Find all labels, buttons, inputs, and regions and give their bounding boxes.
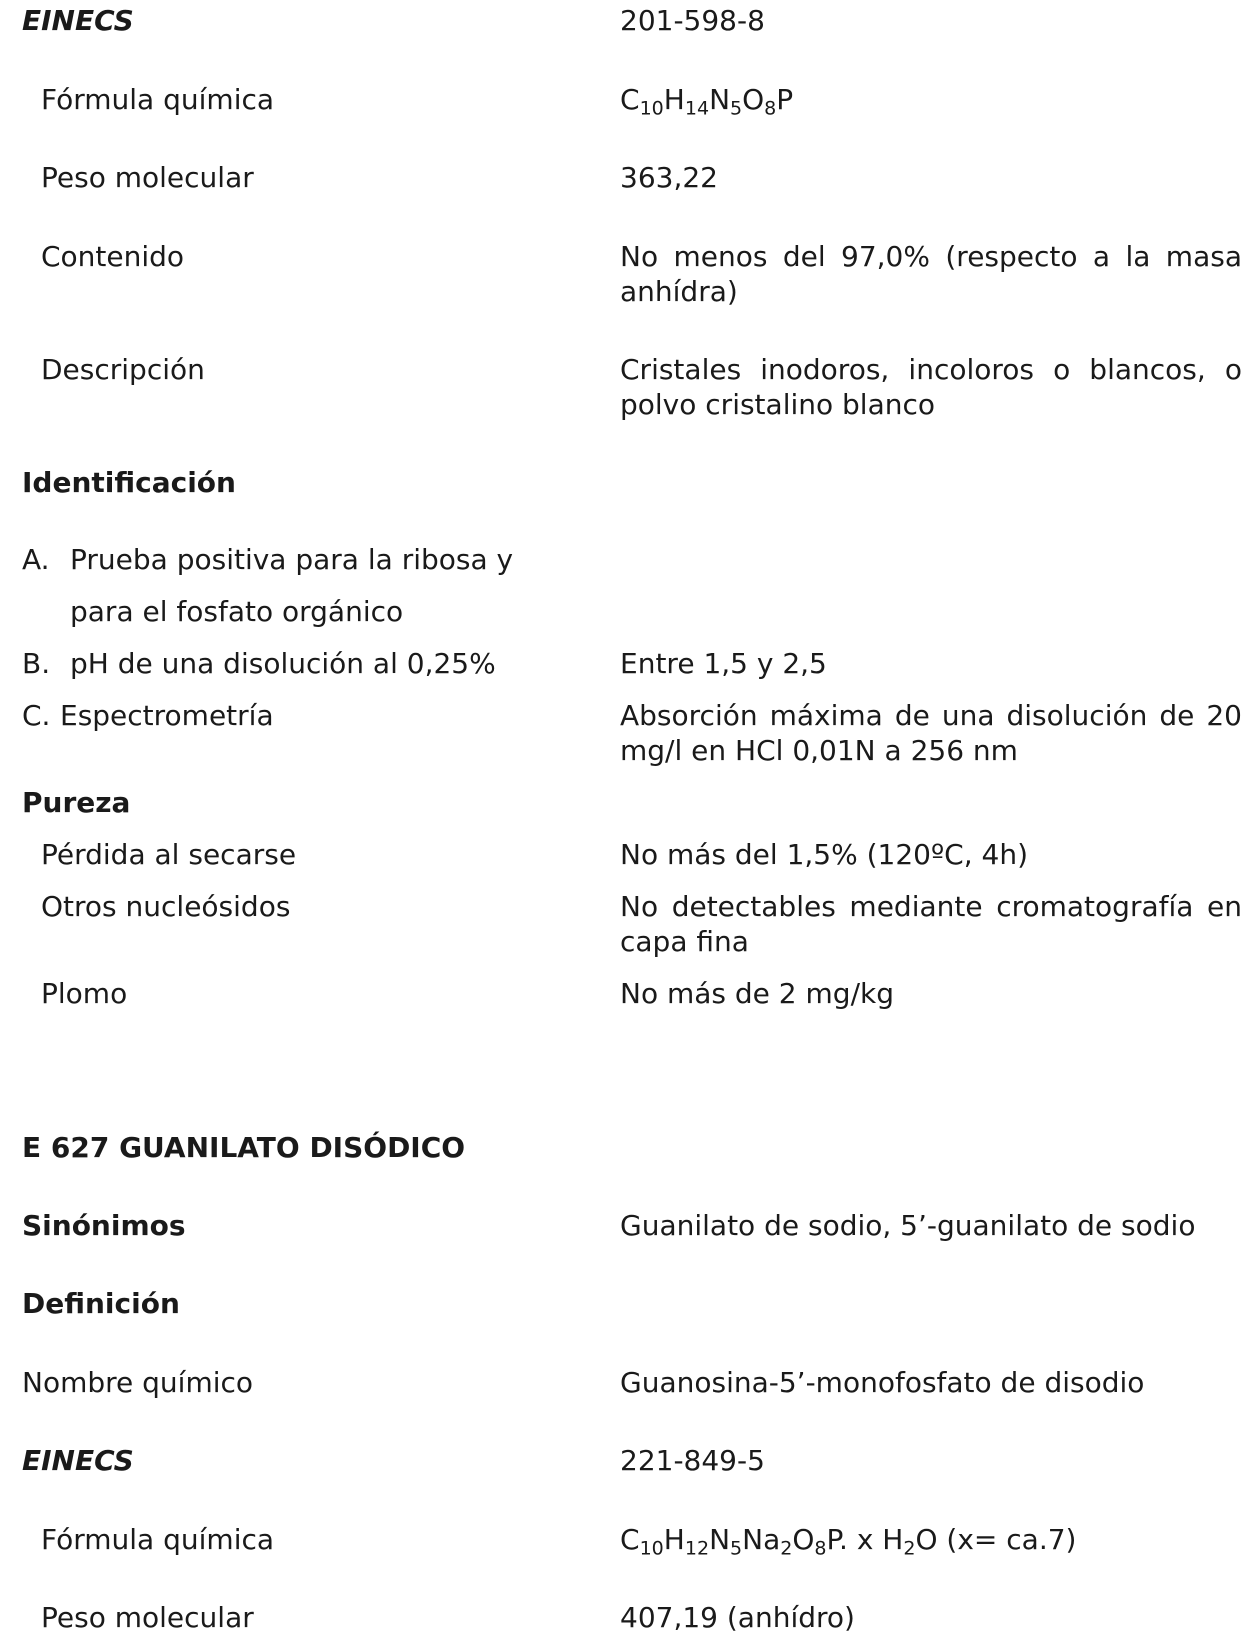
formula-label: Fórmula química <box>41 83 275 116</box>
ident-marker: A. <box>22 543 50 576</box>
einecs-value: 221-849-5 <box>620 1444 765 1477</box>
pureza-value: No detectables mediante cromatografía en capa fina <box>620 890 1242 958</box>
ident-item-a-line2: para el fosfato orgánico <box>70 595 404 628</box>
ident-label: Prueba positiva para la ribosa y <box>70 543 514 576</box>
peso-label: Peso molecular <box>41 161 254 194</box>
nombre-value: Guanosina-5’-monofosfato de disodio <box>620 1366 1145 1399</box>
sinonimos-value: Guanilato de sodio, 5’-guanilato de sodio <box>620 1209 1196 1242</box>
formula-value: $C_{10}H_{12}N_5Na_2O_8P$. x $H_2O$ (x= ca.7) <box>620 1523 1077 1560</box>
pureza-value: No más del 1,5% (120ºC, 4h) <box>620 838 1029 871</box>
ident-value-c: Absorción máxima de una disolución de 20 mg/l en HCl 0,01N a 256 nm <box>620 699 1242 767</box>
ident-label: Espectrometría <box>60 699 274 732</box>
ident-marker: B. <box>22 647 51 680</box>
ident-item-b <box>22 646 496 681</box>
pureza-label: Plomo <box>41 977 128 1010</box>
peso-value: 407,19 (anhídro) <box>620 1601 855 1634</box>
ident-item-c <box>22 698 274 733</box>
pureza-label: Pérdida al secarse <box>41 838 297 871</box>
formula-value: $C_{10}H_{14}N_5O_8P$ <box>620 83 794 120</box>
ident-label: pH de una disolución al 0,25% <box>70 647 496 680</box>
einecs-label: EINECS <box>22 4 134 37</box>
identificacion-heading: Identificación <box>22 466 236 499</box>
descripcion-label: Descripción <box>41 353 205 386</box>
ident-marker: C. <box>22 699 51 732</box>
sinonimos-label: Sinónimos <box>22 1209 186 1242</box>
descripcion-value: Cristales inodoros, incoloros o blancos, o polvo cristalino blanco <box>620 353 1242 421</box>
pureza-heading: Pureza <box>22 786 131 819</box>
einecs-value: 201-598-8 <box>620 4 765 37</box>
pureza-label: Otros nucleósidos <box>41 890 291 923</box>
pureza-value: No más de 2 mg/kg <box>620 977 894 1010</box>
ident-item-a <box>22 542 513 577</box>
ident-value-b: Entre 1,5 y 2,5 <box>620 647 827 680</box>
nombre-label: Nombre químico <box>22 1366 254 1399</box>
peso-value: 363,22 <box>620 161 718 194</box>
section-title: E 627 GUANILATO DISÓDICO <box>22 1131 466 1164</box>
einecs-label: EINECS <box>22 1444 134 1477</box>
definicion-heading: Definición <box>22 1287 180 1320</box>
contenido-value: No menos del 97,0% (respecto a la masa anhídra) <box>620 240 1242 308</box>
peso-label: Peso molecular <box>41 1601 254 1634</box>
formula-label: Fórmula química <box>41 1523 275 1556</box>
contenido-label: Contenido <box>41 240 185 273</box>
